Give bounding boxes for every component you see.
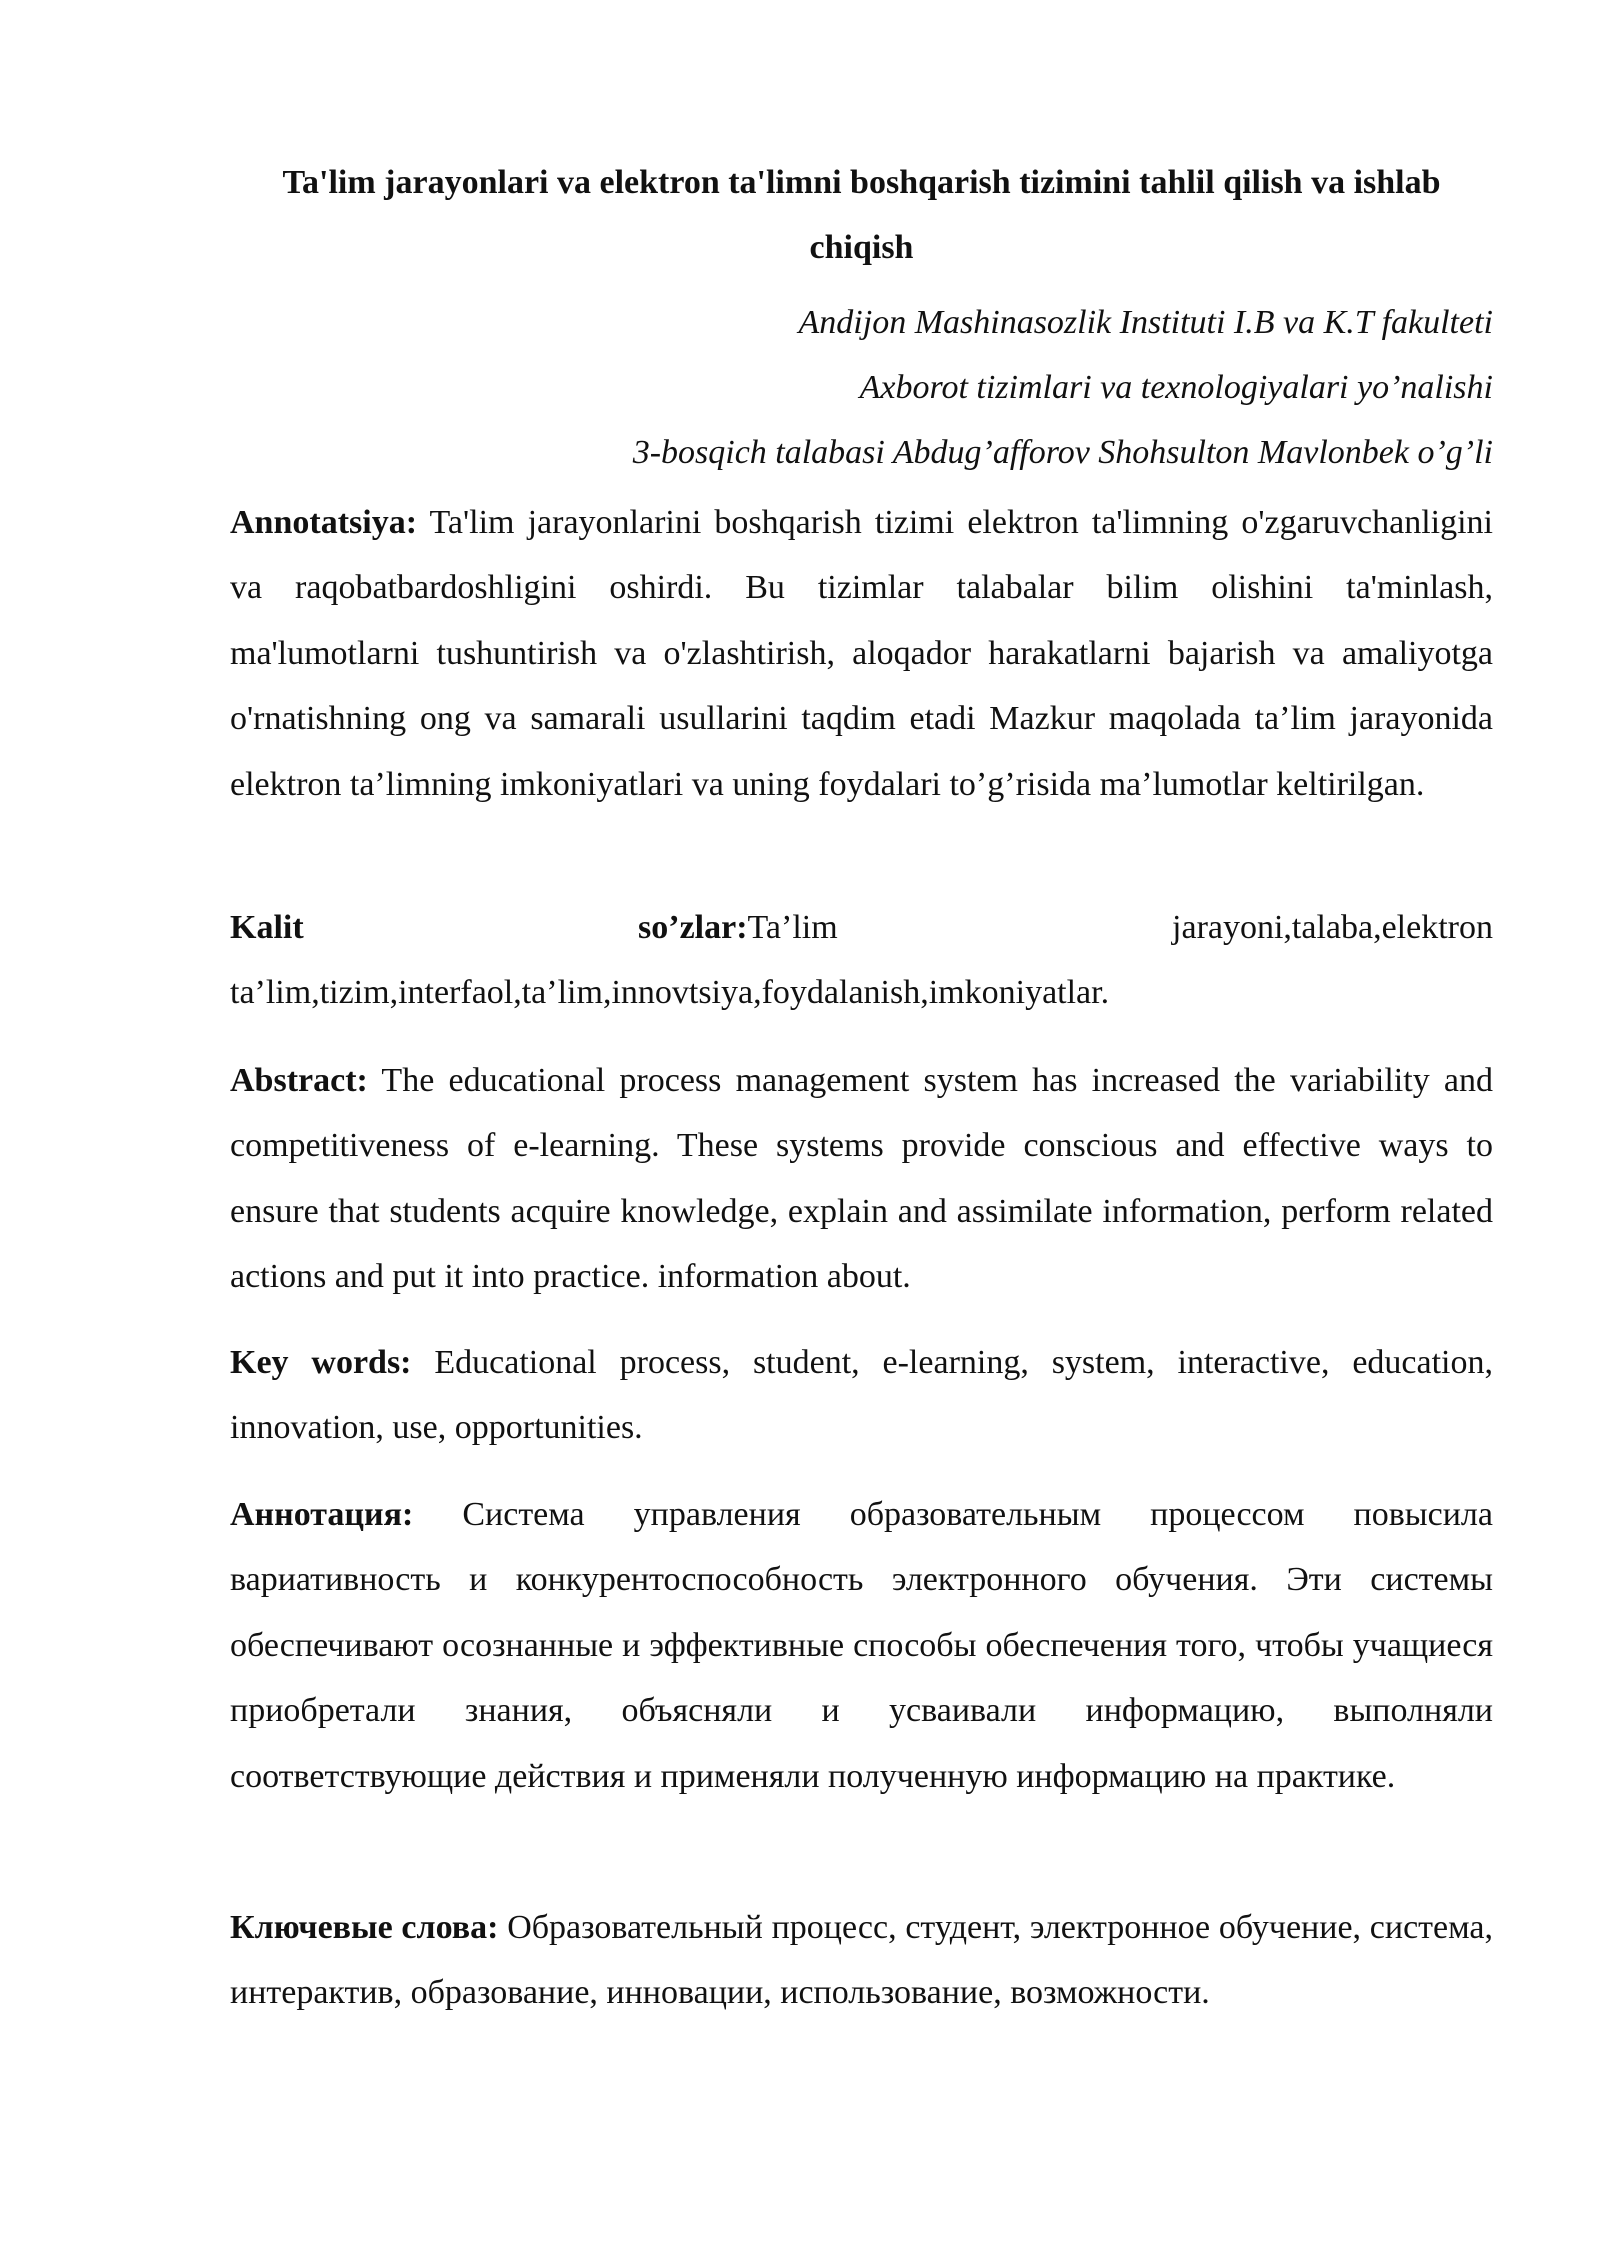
keywords-uz-first-line [230,895,1493,960]
keywords-en-text: Educational process, student, e-learning, system, interactive, education, innovation, use, opportunities. [230,1344,1493,1447]
annotation-uz-label: Annotatsiya: [230,504,418,541]
keywords-ru-paragraph [230,1895,1493,2026]
annotation-ru-paragraph [230,1482,1493,1809]
keywords-uz-text-part2: jarayoni,talaba,elektron [1172,909,1493,946]
annotation-ru-text: Система управления образовательным процессом повысила вариативность и конкурентоспособность электронного обучения. Эти системы обеспечивают осознанные и эффективные способы обеспечения того, чтобы учащиеся приобретали знания, объясняли и усваивали информацию, выполняли соответствующие действия и применяли полученную информацию на практике. [230,1496,1493,1795]
abstract-en-paragraph [230,1048,1493,1310]
abstract-en-text: The educational process management system has increased the variability and competitiveness of e-learning. These systems provide conscious and effective ways to ensure that students acquire knowledge, explain and assimilate information, perform related actions and put it into practice. information about. [230,1062,1493,1296]
keywords-en-paragraph [230,1330,1493,1461]
keywords-ru-text: Образовательный процесс, студент, электронное обучение, система, интерактив, образование, инновации, использование, возможности. [230,1909,1493,2012]
keywords-uz-text-part1: Ta’lim [747,909,838,946]
affiliation-author: 3-bosqich talabasi Abdug’afforov Shohsulton Mavlonbek o’g’li [632,434,1493,471]
keywords-uz-label-part1: Kalit [230,909,304,946]
affiliation-program: Axborot tizimlari va texnologiyalari yo’nalishi [859,369,1493,406]
abstract-en-label: Abstract: [230,1062,368,1099]
keywords-uz-label-part2: so’zlar: [638,909,748,946]
keywords-en-label: Key words: [230,1344,412,1381]
keywords-ru-label: Ключевые слова: [230,1909,499,1946]
article-title: Ta'lim jarayonlari va elektron ta'limni boshqarish tizimini tahlil qilish va ishlab chiqish [282,164,1441,266]
affiliation-faculty: Andijon Mashinasozlik Instituti I.B va K.T fakulteti [798,304,1493,341]
annotation-uz-text: Ta'lim jarayonlarini boshqarish tizimi elektron ta'limning o'zgaruvchanligini va raqobatbardoshligini oshirdi. Bu tizimlar talabalar bilim olishini ta'minlash, ma'lumotlarni tushuntirish va o'zlashtirish, aloqador harakatlarni bajarish va amaliyotga o'rnatishning ong va samarali usullarini taqdim etadi Mazkur maqolada ta’lim jarayonida elektron ta’limning imkoniyatlari va uning foydalari to’g’risida ma’lumotlar keltirilgan. [230,504,1493,803]
annotation-ru-label: Аннотация: [230,1496,414,1533]
keywords-uz-paragraph [230,895,1493,1025]
keywords-uz-label-group [638,895,838,960]
annotation-uz-paragraph [230,490,1493,817]
keywords-uz-second-line: ta’lim,tizim,interfaol,ta’lim,innovtsiya,foydalanish,imkoniyatlar. [230,974,1110,1011]
